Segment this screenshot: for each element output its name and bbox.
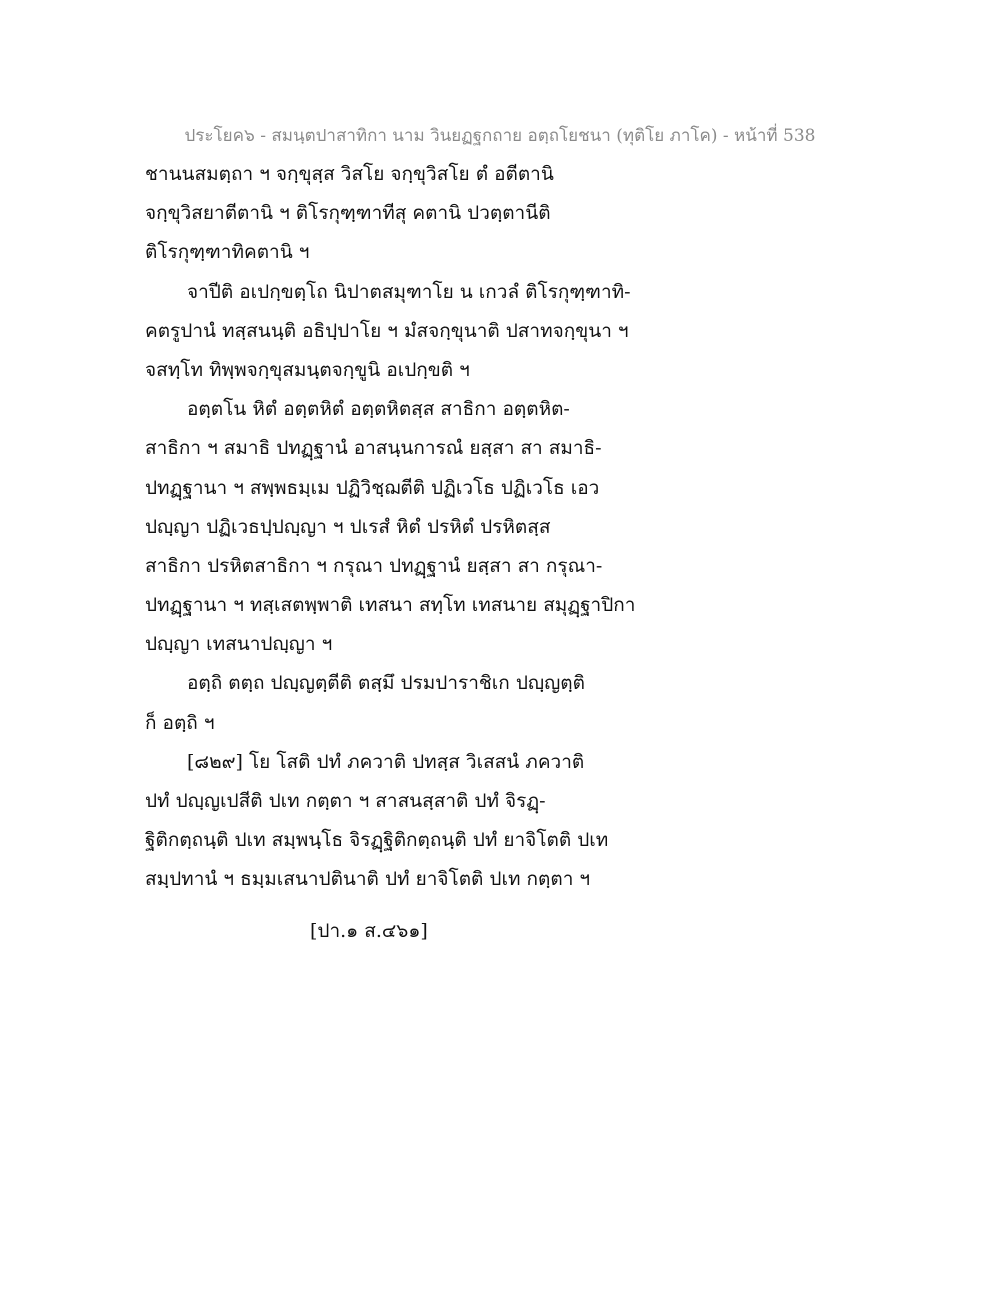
text-line: ติโรกุฑฺฑาทิคตานิ ฯ (145, 241, 310, 264)
text-line: จาปีติ อเปกฺขตฺโถ นิปาตสมุฑาโย น เกวลํ ติโรกุฑฺฑาทิ- (187, 280, 631, 303)
text-line: ปทํ ปญฺญเปสีติ ปเท กตฺตา ฯ สาสนสฺสาติ ปทํ จิรฏฺ- (145, 790, 546, 812)
text-line: สาธิกา ฯ สมาธิ ปทฏฺฐานํ อาสนฺนการณํ ยสฺสา สา สมาธิ- (145, 437, 602, 460)
text-line: ชานนสมตฺถา ฯ จกฺขุสฺส วิสโย จกฺขุวิสโย ตํ อตีตานิ (145, 163, 554, 185)
text-line: สาธิกา ปรหิตสาธิกา ฯ กรุณา ปทฏฺฐานํ ยสฺสา สา กรุณา- (145, 554, 603, 577)
text-line: อตฺตโน หิตํ อตฺตหิตํ อตฺตหิตสฺส สาธิกา อตฺตหิต- (187, 398, 570, 421)
text-line: จสทฺโท ทิพฺพจกฺขุสมนฺตจกฺขูนิ อเปกฺขติ ฯ (145, 358, 470, 381)
body-text (145, 158, 865, 903)
text-line: ปทฏฺฐานา ฯ สพฺพธมฺเม ปฏิวิชฺฌตีติ ปฏิเวโธ ปฏิเวโธ เอว (145, 476, 600, 499)
text-line: ปญฺญา ปฏิเวธปฺปญฺญา ฯ ปเรสํ หิตํ ปรหิตํ ปรหิตสฺส (145, 515, 551, 538)
text-line: ปทฏฺฐานา ฯ ทสฺเสตพฺพาติ เทสนา สทฺโท เทสนาย สมุฏฺฐาปิกา (145, 594, 636, 617)
text-line: สมฺปทานํ ฯ ธมฺมเสนาปตินาติ ปทํ ยาจิโตติ ปเท กตฺตา ฯ (145, 868, 591, 891)
text-line: จกฺขุวิสยาตีตานิ ฯ ติโรกุฑฺฑาทีสุ คตานิ ปวตฺตานีติ (145, 202, 551, 225)
text-line: [๘๒๙] โย โสติ ปทํ ภควาติ ปทสฺส วิเสสนํ ภควาติ (187, 750, 585, 773)
text-line: คตรูปานํ ทสฺสนนฺติ อธิปฺปาโย ฯ มํสจกฺขุนาติ ปสาทจกฺขุนา ฯ (145, 319, 629, 342)
page-reference: [ปา.๑ ส.๔๖๑] (310, 920, 428, 942)
page-header: ประโยค๖ - สมนฺตปาสาทิกา นาม วินยฏฐกถาย อตฺถโยชนา (ทุติโย ภาโค) - หน้าที่ 538 (184, 126, 816, 146)
text-line: ก็ อตฺถิ ฯ (145, 711, 215, 734)
text-line: อตฺถิ ตตฺถ ปญฺญตฺตีติ ตสฺมึ ปรมปาราชิเก ปญฺญตฺติ (187, 672, 585, 695)
text-line: ปญฺญา เทสนาปญฺญา ฯ (145, 633, 333, 656)
text-line: ฐิติกตฺถนฺติ ปเท สมฺพนฺโธ จิรฏฺฐิติกตฺถนฺติ ปทํ ยาจิโตติ ปเท (145, 829, 609, 852)
